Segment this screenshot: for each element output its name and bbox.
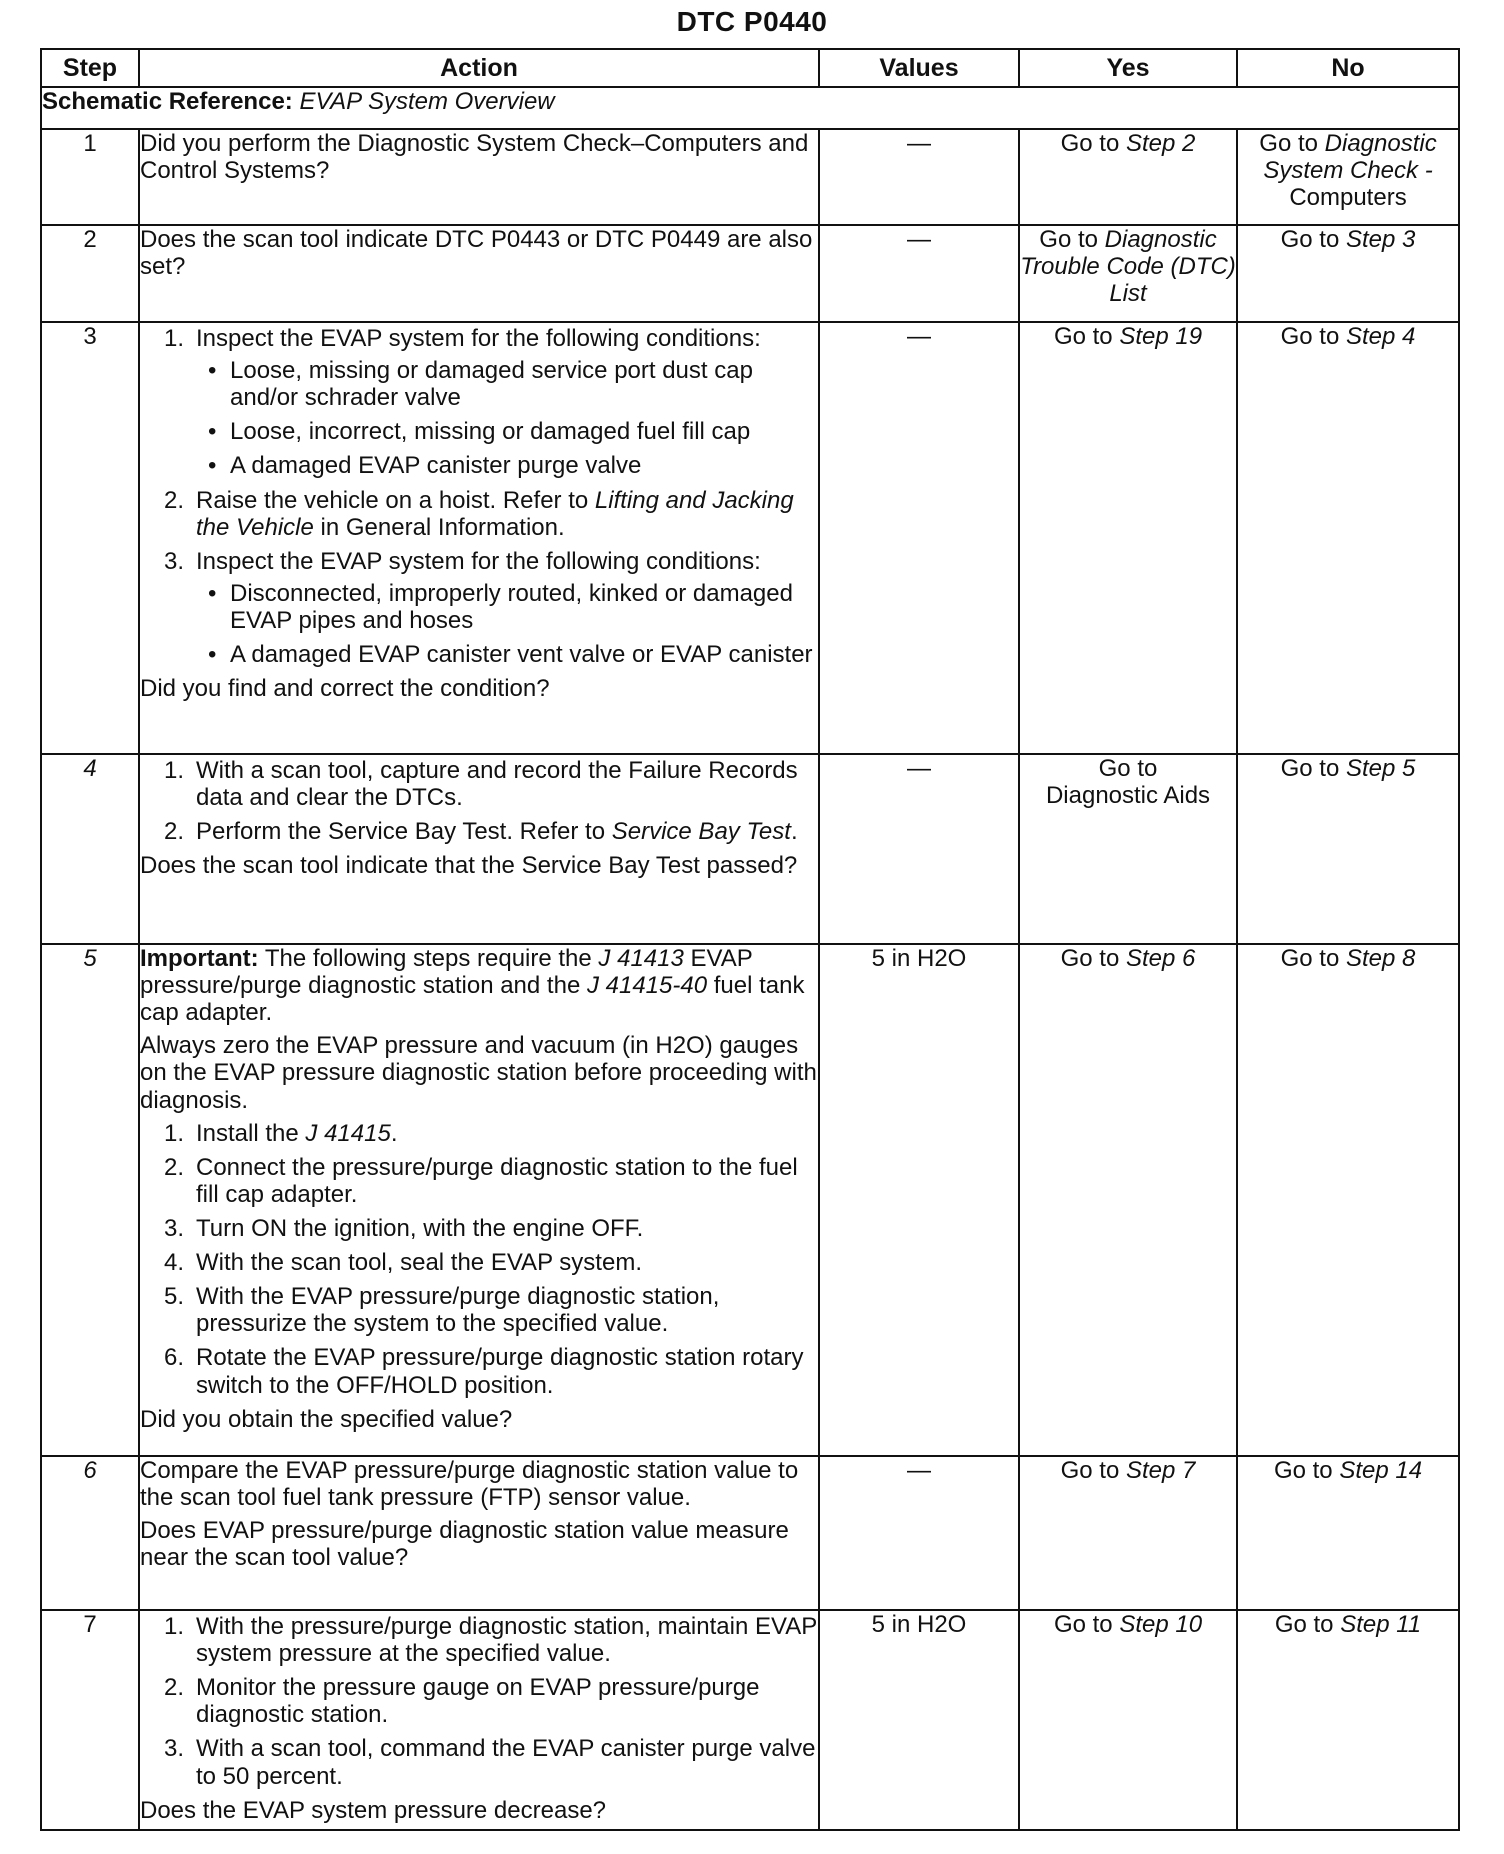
table-row-step-7 [41,1610,1459,1830]
schematic-reference-label: Schematic Reference: [42,88,293,115]
no-link[interactable]: Diagnostic System Check - [1263,130,1437,185]
no-prefix: Go to [1274,1611,1334,1638]
no-cell [1237,322,1459,754]
step-number: 2 [41,225,139,322]
page-title: DTC P0440 [676,6,828,37]
important-note [140,945,818,1026]
action-question: Did you obtain the specified value? [140,1405,513,1433]
no-prefix: Go to [1280,323,1340,350]
no-cell [1237,754,1459,944]
yes-prefix: Go to [1053,323,1113,350]
procedure-item: 2. Connect the pressure/purge diagnostic station to the fuel fill cap adapter. [164,1153,798,1208]
no-cell [1237,225,1459,322]
yes-cell [1019,322,1237,754]
procedure-text: With a scan tool, capture and record the Failure Records data and clear the DTCs. [196,757,798,812]
procedure-text: Turn ON the ignition, with the engine OFF. [196,1214,644,1242]
table-row-step-4 [41,754,1459,944]
no-link[interactable]: Step 11 [1340,1611,1422,1638]
value-cell: — [819,225,1019,322]
procedure-text: Perform the Service Bay Test. Refer to [196,818,606,846]
procedure-text: Install the [196,1119,299,1147]
action-text: Compare the EVAP pressure/purge diagnostic station value to the scan tool fuel tank pressure (FTP) sensor value. [140,1457,799,1512]
procedure-item: 1. With the pressure/purge diagnostic station, maintain EVAP system pressure at the specified value. [164,1613,817,1668]
yes-prefix: Go to [1053,1611,1113,1638]
procedure-text: With the EVAP pressure/purge diagnostic station, pressurize the system to the specified value. [196,1283,720,1338]
tool-ref-link[interactable]: J 41415-40 [586,972,708,1000]
value-cell: 5 in H2O [819,944,1019,1456]
no-prefix: Go to [1259,130,1318,157]
yes-cell [1019,944,1237,1456]
condition-item: • A damaged EVAP canister vent valve or EVAP canister [196,641,818,668]
no-cell [1237,1456,1459,1610]
schematic-reference-link[interactable]: EVAP System Overview [299,88,555,115]
action-question: Did you find and correct the condition? [140,675,550,703]
no-link[interactable]: Step 3 [1345,226,1416,253]
header-action: Action [139,49,819,87]
procedure-list [140,757,818,845]
procedure-text: Inspect the EVAP system for the following conditions: [196,325,761,352]
procedure-item: 1. Install the J 41415. [164,1119,398,1147]
procedure-item: 2. Monitor the pressure gauge on EVAP pressure/purge diagnostic station. [164,1674,760,1729]
procedure-text-suffix: . [790,818,798,846]
header-yes: Yes [1019,49,1237,87]
header-row [41,49,1459,87]
no-link[interactable]: Step 8 [1345,945,1416,972]
procedure-text-suffix: . [390,1119,398,1147]
procedure-list [140,325,818,668]
yes-cell [1019,754,1237,944]
yes-link[interactable]: Diagnostic Trouble Code (DTC) List [1020,226,1236,308]
action-question: Does EVAP pressure/purge diagnostic station value measure near the scan tool value? [140,1517,789,1572]
procedure-text: Rotate the EVAP pressure/purge diagnostic station rotary switch to the OFF/HOLD position. [196,1344,804,1399]
value-cell: — [819,754,1019,944]
yes-prefix: Go to [1060,130,1120,157]
procedure-item: 4. With the scan tool, seal the EVAP system. [164,1249,642,1277]
action-question: Does the EVAP system pressure decrease? [140,1796,607,1824]
yes-prefix: Go to [1060,945,1120,972]
yes-cell [1019,129,1237,225]
no-link[interactable]: Step 14 [1339,1457,1423,1484]
condition-item: • Loose, incorrect, missing or damaged fuel fill cap [196,418,818,445]
procedure-item: 3. Inspect the EVAP system for the following conditions: • Disconnected, improperly routed, kinked or damaged EVAP pipes and hoses • A damaged EVAP canister vent valve or EVAP canister [140,548,818,668]
action-cell [139,1610,819,1830]
step-number: 3 [41,322,139,754]
no-prefix: Go to [1280,226,1340,253]
diagnostic-table [40,48,1460,1831]
procedure-list [140,1120,818,1399]
no-link[interactable]: Step 4 [1345,323,1416,350]
action-cell [139,322,819,754]
zero-gauges-note: Always zero the EVAP pressure and vacuum (in H2O) gauges on the EVAP pressure diagnostic station before proceeding with diagnosis. [140,1032,817,1114]
yes-link[interactable]: Step 19 [1119,323,1203,350]
yes-prefix: Go to [1060,1457,1120,1484]
action-text: Does the scan tool indicate DTC P0443 or DTC P0449 are also set? [140,226,813,281]
table-row-step-5 [41,944,1459,1456]
procedure-text: Connect the pressure/purge diagnostic station to the fuel fill cap adapter. [196,1153,798,1208]
procedure-text: Raise the vehicle on a hoist. Refer to [196,486,589,514]
tool-ref-link[interactable]: J 41413 [598,945,684,972]
important-label: Important: [140,945,259,972]
procedure-text: Monitor the pressure gauge on EVAP pressure/purge diagnostic station. [196,1674,760,1729]
condition-item: • Loose, missing or damaged service port dust cap and/or schrader valve [196,357,818,411]
value-cell: — [819,129,1019,225]
yes-link[interactable]: Step 2 [1125,130,1196,157]
action-question: Does the scan tool indicate that the Service Bay Test passed? [140,852,798,880]
step-number: 5 [41,944,139,1456]
no-prefix: Go to [1280,755,1340,782]
schematic-reference-row [41,87,1459,129]
action-cell [139,225,819,322]
no-prefix: Go to [1273,1457,1333,1484]
table-row-step-6 [41,1456,1459,1610]
yes-link[interactable]: Step 6 [1125,945,1196,972]
procedure-item: 6. Rotate the EVAP pressure/purge diagnostic station rotary switch to the OFF/HOLD position. [164,1344,804,1399]
value-cell: 5 in H2O [819,1610,1019,1830]
no-cell [1237,129,1459,225]
yes-prefix: Go to [1039,226,1098,253]
action-text: Did you perform the Diagnostic System Check–Computers and Control Systems? [140,130,809,185]
procedure-ref-link[interactable]: Lifting and Jacking the Vehicle [196,486,794,541]
yes-cell [1019,1456,1237,1610]
header-step: Step [41,49,139,87]
action-cell [139,754,819,944]
schematic-reference [41,87,1459,129]
no-link[interactable]: Step 5 [1345,755,1416,782]
yes-cell [1019,225,1237,322]
header-no: No [1237,49,1459,87]
action-cell [139,129,819,225]
procedure-text: Inspect the EVAP system for the following conditions: [196,547,761,575]
no-cell [1237,1610,1459,1830]
yes-cell [1019,1610,1237,1830]
procedure-item: 2. Raise the vehicle on a hoist. Refer to Lifting and Jacking the Vehicle in General Information. [164,486,794,541]
table-row-step-1 [41,129,1459,225]
important-text: EVAP pressure/purge diagnostic station and the [140,945,753,1000]
procedure-text-suffix: in General Information. [320,513,565,541]
procedure-item: 2. Perform the Service Bay Test. Refer to Service Bay Test. [164,818,798,846]
action-cell [139,1456,819,1610]
procedure-text: With a scan tool, command the EVAP canister purge valve to 50 percent. [196,1735,816,1790]
condition-item: • A damaged EVAP canister purge valve [196,452,818,479]
procedure-text: With the scan tool, seal the EVAP system. [196,1249,642,1277]
table-row-step-2 [41,225,1459,322]
yes-link[interactable]: Step 7 [1125,1457,1196,1484]
important-text: The following steps require the [264,945,592,972]
procedure-list [140,1613,818,1790]
step-number: 4 [41,754,139,944]
step-number: 6 [41,1456,139,1610]
condition-list [196,357,818,479]
important-text: fuel tank cap adapter. [140,972,805,1027]
step-number: 7 [41,1610,139,1830]
tool-ref-link[interactable]: J 41415 [305,1119,391,1147]
no-cell [1237,944,1459,1456]
step-number: 1 [41,129,139,225]
value-cell: — [819,322,1019,754]
condition-list [196,580,818,668]
table-row-step-3 [41,322,1459,754]
procedure-item: 1. Inspect the EVAP system for the following conditions: • Loose, missing or damaged service port dust cap and/or schrader valve • Loose, incorrect, missing or damaged fuel fill cap • A damaged EVAP canister purge valve [140,325,818,480]
procedure-item: 5. With the EVAP pressure/purge diagnostic station, pressurize the system to the specified value. [164,1283,720,1338]
procedure-item: 1. With a scan tool, capture and record the Failure Records data and clear the DTCs. [164,757,798,812]
header-values: Values [819,49,1019,87]
procedure-item: 3. Turn ON the ignition, with the engine OFF. [164,1214,644,1242]
value-cell: — [819,1456,1019,1610]
yes-prefix: Go to [1098,755,1158,782]
condition-item: • Disconnected, improperly routed, kinked or damaged EVAP pipes and hoses [196,580,818,634]
no-prefix: Go to [1280,945,1340,972]
action-cell [139,944,819,1456]
procedure-text: With the pressure/purge diagnostic station, maintain EVAP system pressure at the specified value. [196,1613,817,1668]
procedure-item: 3. With a scan tool, command the EVAP canister purge valve to 50 percent. [164,1735,816,1790]
no-suffix: Computers [1289,184,1407,212]
yes-link[interactable]: Step 10 [1119,1611,1203,1638]
yes-link[interactable]: Diagnostic Aids [1045,782,1211,810]
procedure-ref-link[interactable]: Service Bay Test [611,818,791,846]
